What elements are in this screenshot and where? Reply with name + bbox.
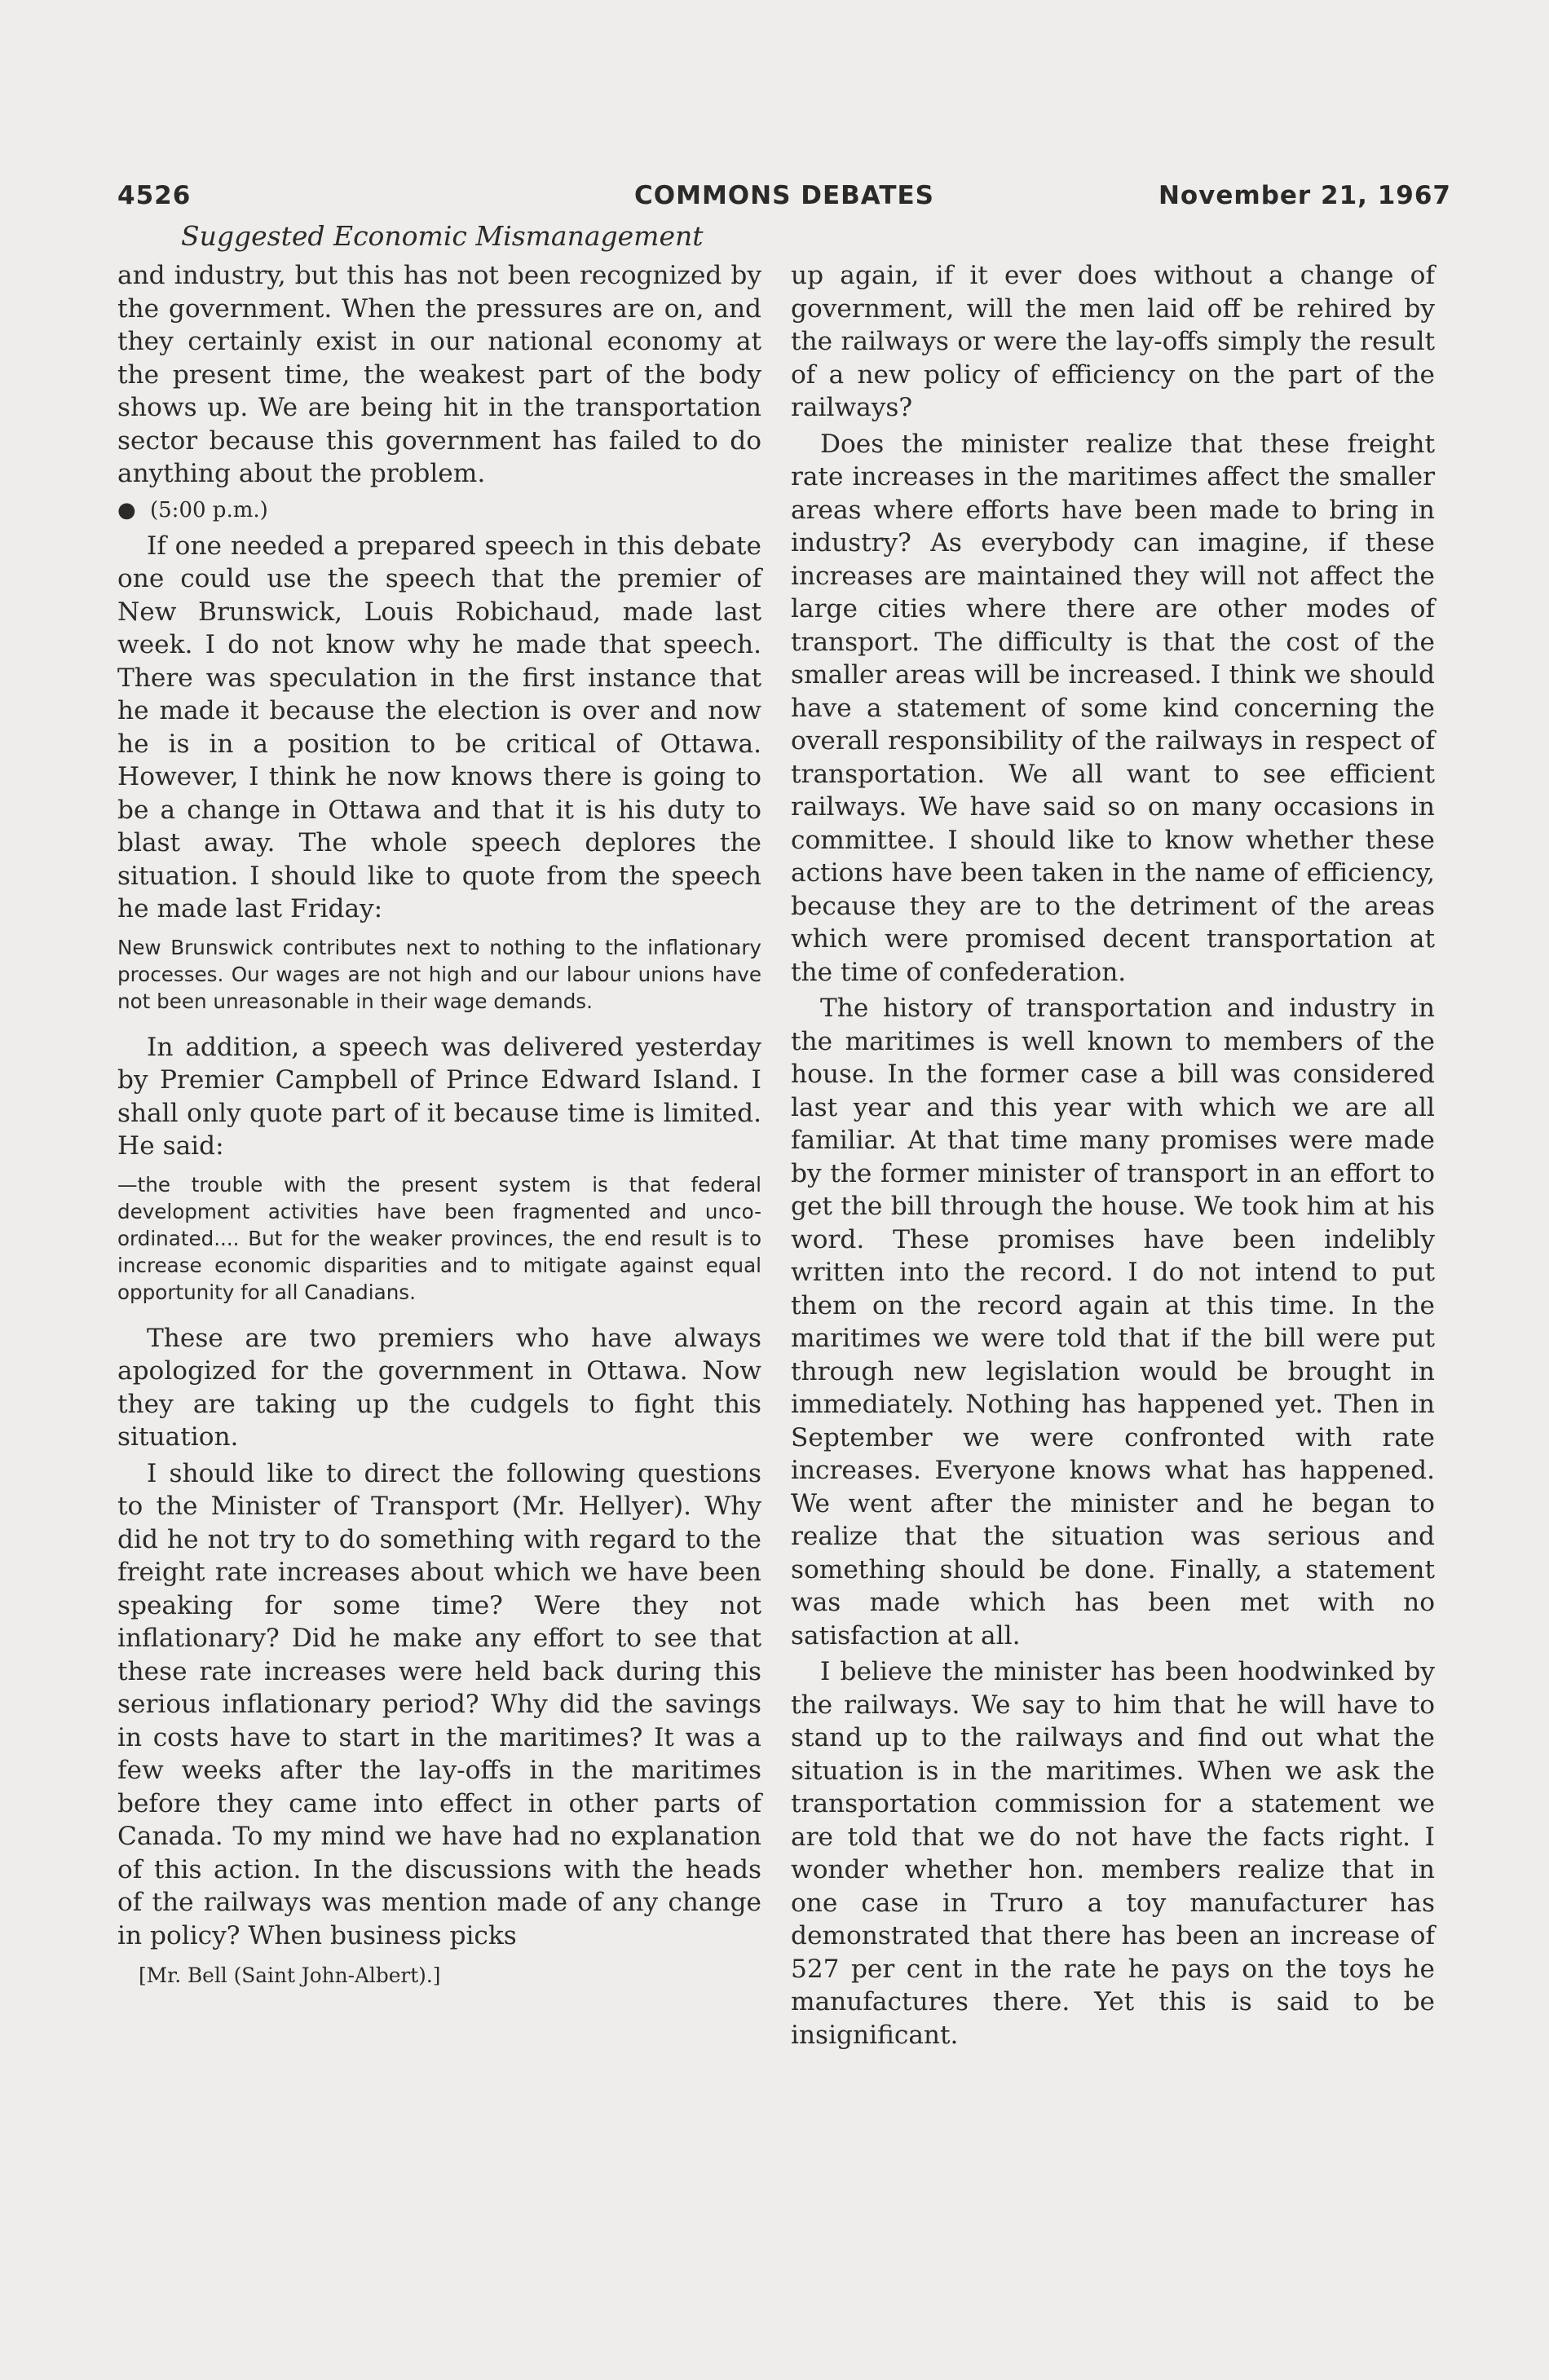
paragraph: These are two premiers who have always apologized for the government in Ottawa. Now they are taking up the cudgels to fight this situation. xyxy=(117,1323,761,1452)
paragraph: I believe the minister has been hoodwinked by the railways. We say to him that he will have to stand up to the railways and find out what the situation is in the maritimes. When we ask the transportation commission for a statement we are told that we do not have the facts right. I wonder whether hon. members realize that in one case in Truro a toy manufacturer has demonstrated that there has been an increase of 527 per cent in the rate he pays on the toys he manufactures there. Yet this is said to be insignificant. xyxy=(791,1657,1435,2050)
time-marker-text: (5:00 p.m.) xyxy=(150,497,268,522)
paragraph: In addition, a speech was delivered yesterday by Premier Campbell of Prince Edward Island. I shall only quote part of it because time is limited. He said: xyxy=(117,1032,761,1161)
paragraph: The history of transportation and industry in the maritimes is well known to members of the house. In the former case a bill was considered last year and this year with which we are all familiar. At that time many promises were made by the former minister of transport in an effort to get the bill through the house. We took him at his word. These promises have been indelibly written into the record. I do not intend to put them on the record again at this time. In the maritimes we were told that if the bill were put through new legislation would be brought in immediately. Nothing has happened yet. Then in September we were confronted with rate increases. Everyone knows what has happened. We went after the minister and he began to realize that the situation was serious and something should be done. Finally, a statement was made which has been met with no satisfaction at all. xyxy=(791,994,1435,1651)
running-head: Suggested Economic Mismanagement xyxy=(181,220,704,252)
speaker-footer: [Mr. Bell (Saint John-Albert).] xyxy=(139,1964,441,1987)
paragraph: If one needed a prepared speech in this debate one could use the speech that the premier of New Brunswick, Louis Robichaud, made last week. I do not know why he made that speech. There was speculation in the first instance that he made it because the election is over and now he is in a position to be critical of Ottawa. However, I think he now knows there is going to be a change in Ottawa and that it is his duty to blast away. The whole speech deplores the situation. I should like to quote from the speech he made last Friday: xyxy=(117,531,761,923)
paragraph: and industry, but this has not been recognized by the government. When the pressures are on, and they certainly exist in our national economy at the present time, the weakest part of the body shows up. We are being hit in the transportation sector because this government has failed to do anything about the problem. xyxy=(117,261,761,488)
paragraph: Does the minister realize that these freight rate increases in the maritimes affect the smaller areas where efforts have been made to bring in industry? As everybody can imagine, if these increases are maintained they will not affect the large cities where there are other modes of transport. The difficulty is that the cost of the smaller areas will be increased. I think we should have a statement of some kind concerning the overall responsibility of the railways in respect of transportation. We all want to see efficient railways. We have said so on many occasions in committee. I should like to know whether these actions have been taken in the name of efficiency, because they are to the detriment of the areas which were promised decent transportation at the time of confederation. xyxy=(791,429,1435,987)
page-number: 4526 xyxy=(117,181,192,210)
right-column xyxy=(791,259,1435,2052)
bullet-icon: ● xyxy=(117,497,136,522)
left-column xyxy=(117,259,761,1990)
block-quote: New Brunswick contributes next to nothing to the inflationary processes. Our wages are not high and our labour unions have not been unreasonable in their wage demands. xyxy=(117,935,761,1013)
page-header xyxy=(117,181,1451,220)
block-quote: —the trouble with the present system is that federal development activities have been fragmented and unco-ordinated.... But for the weaker provinces, the end result is to increase economic disparities and to mitigate against equal opportunity for all Canadians. xyxy=(117,1172,761,1304)
time-marker xyxy=(117,496,761,525)
publication-date: November 21, 1967 xyxy=(1158,181,1451,210)
publication-title: COMMONS DEBATES xyxy=(634,181,934,210)
paragraph: up again, if it ever does without a change of government, will the men laid off be rehired by the railways or were the lay-offs simply the result of a new policy of efficiency on the part of the railways? xyxy=(791,261,1435,422)
paragraph: I should like to direct the following questions to the Minister of Transport (Mr. Hellyer). Why did he not try to do something with regard to the freight rate increases about which we have been speaking for some time? Were they not inflationary? Did he make any effort to see that these rate increases were held back during this serious inflationary period? Why did the savings in costs have to start in the maritimes? It was a few weeks after the lay-offs in the maritimes before they came into effect in other parts of Canada. To my mind we have had no explanation of this action. In the discussions with the heads of the railways was mention made of any change in policy? When business picks xyxy=(117,1458,761,1950)
